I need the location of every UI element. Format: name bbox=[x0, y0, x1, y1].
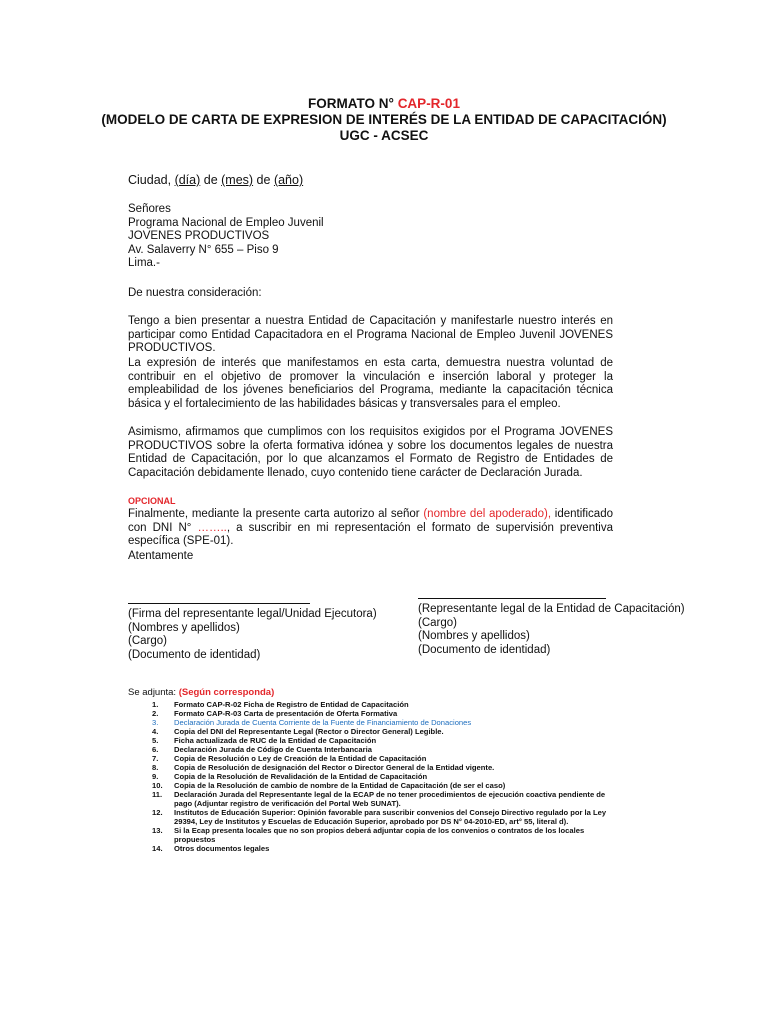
list-item bbox=[140, 709, 610, 718]
list-item bbox=[140, 781, 610, 790]
item-number: 8. bbox=[152, 763, 159, 772]
list-item bbox=[140, 844, 610, 853]
form-number-heading bbox=[0, 96, 768, 111]
item-number: 11. bbox=[152, 790, 163, 799]
signature-field: (Cargo) bbox=[128, 635, 167, 648]
month-placeholder: (mes) bbox=[221, 173, 254, 187]
signature-line bbox=[418, 598, 606, 599]
form-subtitle: (MODELO DE CARTA DE EXPRESION DE INTERÉS DE LA ENTIDAD DE CAPACITACIÓN) bbox=[101, 112, 667, 127]
address-line: Programa Nacional de Empleo Juvenil bbox=[128, 216, 324, 229]
item-text: Declaración Jurada de Código de Cuenta Interbancaria bbox=[174, 745, 372, 754]
item-text: Formato CAP-R-03 Carta de presentación de Oferta Formativa bbox=[174, 709, 398, 718]
list-item bbox=[140, 727, 610, 736]
signature-field: (Documento de identidad) bbox=[128, 648, 261, 661]
date-line bbox=[128, 174, 303, 188]
paragraph-3: Asimismo, afirmamos que cumplimos con los requisitos exigidos por el Programa JOVENES PRODUCTIVOS sobre la oferta formativa idónea y sobre los documentos legales de nuestra Entidad de Capacitación, por lo que alcanzamos el Formato de Registro de Entidades de Capacitación debidamente llenado, cuyo contenido tiene carácter de Declaración Jurada. bbox=[128, 426, 613, 479]
attachments-note: (Según corresponda) bbox=[178, 687, 275, 698]
item-text: Ficha actualizada de RUC de la Entidad de Capacitación bbox=[174, 736, 377, 745]
recipient-address bbox=[128, 203, 324, 271]
optional-label: OPCIONAL bbox=[128, 496, 176, 506]
signature-block-right bbox=[418, 598, 685, 657]
signature-line bbox=[128, 603, 310, 604]
day-placeholder: (día) bbox=[174, 173, 201, 187]
date-connector: de bbox=[253, 173, 274, 187]
signature-field: (Cargo) bbox=[418, 616, 457, 629]
item-number: 3. bbox=[152, 718, 159, 727]
signature-field: (Documento de identidad) bbox=[418, 643, 551, 656]
form-number-label: FORMATO N° bbox=[308, 96, 398, 111]
item-number: 6. bbox=[152, 745, 159, 754]
item-text: Institutos de Educación Superior: Opinión favorable para suscribir convenios del Consejo Directivo regulado por la Ley 29394, Ley de Institutos y Escuelas de Educación Superior, aprobado por DS N° 04-2010-ED, art° 55, literal d). bbox=[174, 808, 607, 826]
item-number: 1. bbox=[152, 700, 159, 709]
item-number: 12. bbox=[152, 808, 163, 817]
address-line: Av. Salaverry N° 655 – Piso 9 bbox=[128, 243, 279, 256]
paragraph-1: Tengo a bien presentar a nuestra Entidad de Capacitación y manifestarle nuestro interés en participar como Entidad Capacitadora en el Programa Nacional de Empleo Juvenil JOVENES PRODUCTIVOS. bbox=[128, 315, 613, 355]
signature-block-left bbox=[128, 603, 377, 662]
item-text: Si la Ecap presenta locales que no son propios deberá adjuntar copia de los convenios o contratos de los locales propuestos bbox=[174, 826, 585, 844]
list-item bbox=[140, 763, 610, 772]
item-number: 5. bbox=[152, 736, 159, 745]
item-number: 14. bbox=[152, 844, 163, 853]
list-item bbox=[140, 718, 610, 727]
optional-text: identificado con DNI N° bbox=[128, 508, 613, 534]
item-text: Copia de Resolución de designación del Rector o Director General de la Entidad vigente. bbox=[174, 763, 495, 772]
list-item bbox=[140, 700, 610, 709]
optional-text: , a suscribir en mi representación el formato de supervisión preventiva específica (SPE-01). bbox=[128, 521, 613, 548]
greeting: De nuestra consideración: bbox=[128, 287, 262, 299]
attachments-heading bbox=[128, 687, 274, 698]
item-number: 10. bbox=[152, 781, 163, 790]
list-item bbox=[140, 754, 610, 763]
address-line: JOVENES PRODUCTIVOS bbox=[128, 230, 270, 243]
item-number: 2. bbox=[152, 709, 159, 718]
item-number: 9. bbox=[152, 772, 159, 781]
list-item bbox=[140, 790, 610, 808]
attachments-label: Se adjunta: bbox=[128, 687, 179, 698]
form-unit: UGC - ACSEC bbox=[339, 128, 429, 143]
address-line: Lima.- bbox=[128, 257, 160, 270]
date-connector: de bbox=[200, 173, 222, 187]
item-number: 7. bbox=[152, 754, 159, 763]
form-code: CAP-R-01 bbox=[397, 96, 460, 111]
item-text: Formato CAP-R-02 Ficha de Registro de Entidad de Capacitación bbox=[174, 700, 409, 709]
list-item bbox=[140, 745, 610, 754]
item-text: Copia de Resolución o Ley de Creación de la Entidad de Capacitación bbox=[174, 754, 427, 763]
optional-text: Finalmente, mediante la presente carta autorizo al señor bbox=[128, 508, 424, 520]
item-number: 13. bbox=[152, 826, 163, 835]
item-text: Copia del DNI del Representante Legal (Rector o Director General) Legible. bbox=[174, 727, 444, 736]
proxy-name-placeholder: (nombre del apoderado), bbox=[423, 508, 552, 520]
list-item bbox=[140, 736, 610, 745]
item-number: 4. bbox=[152, 727, 159, 736]
item-text: Copia de la Resolución de cambio de nombre de la Entidad de Capacitación (de ser el caso) bbox=[174, 781, 506, 790]
paragraph-2: La expresión de interés que manifestamos en esta carta, demuestra nuestra voluntad de contribuir en el objetivo de promover la vinculación e inserción laboral y proteger la empleabilidad de los jóvenes beneficiarios del Programa, mediante la capacitación técnica básica y el fortalecimiento de las habilidades básicas y transversales para el empleo. bbox=[128, 357, 613, 410]
closing: Atentamente bbox=[128, 550, 194, 562]
signature-field: (Nombres y apellidos) bbox=[418, 630, 530, 643]
dni-placeholder: …….. bbox=[197, 521, 227, 534]
optional-paragraph bbox=[128, 508, 613, 549]
item-text: Otros documentos legales bbox=[174, 844, 270, 853]
item-text: Declaración Jurada del Representante legal de la ECAP de no tener procedimientos de ejecución coactiva pendiente de pago (Adjuntar registro de verificación del Portal Web SUNAT). bbox=[174, 790, 606, 808]
attachments-list bbox=[140, 700, 610, 853]
list-item bbox=[140, 808, 610, 826]
address-line: Señores bbox=[128, 203, 171, 215]
list-item bbox=[140, 826, 610, 844]
signature-field: (Firma del representante legal/Unidad Ejecutora) bbox=[128, 608, 377, 620]
item-text: Declaración Jurada de Cuenta Corriente de la Fuente de Financiamiento de Donaciones bbox=[174, 718, 472, 727]
signature-field: (Nombres y apellidos) bbox=[128, 621, 240, 634]
city-label: Ciudad, bbox=[128, 173, 175, 187]
signature-field: (Representante legal de la Entidad de Capacitación) bbox=[418, 603, 685, 615]
list-item bbox=[140, 772, 610, 781]
item-text: Copia de la Resolución de Revalidación de la Entidad de Capacitación bbox=[174, 772, 428, 781]
year-placeholder: (año) bbox=[273, 173, 304, 187]
